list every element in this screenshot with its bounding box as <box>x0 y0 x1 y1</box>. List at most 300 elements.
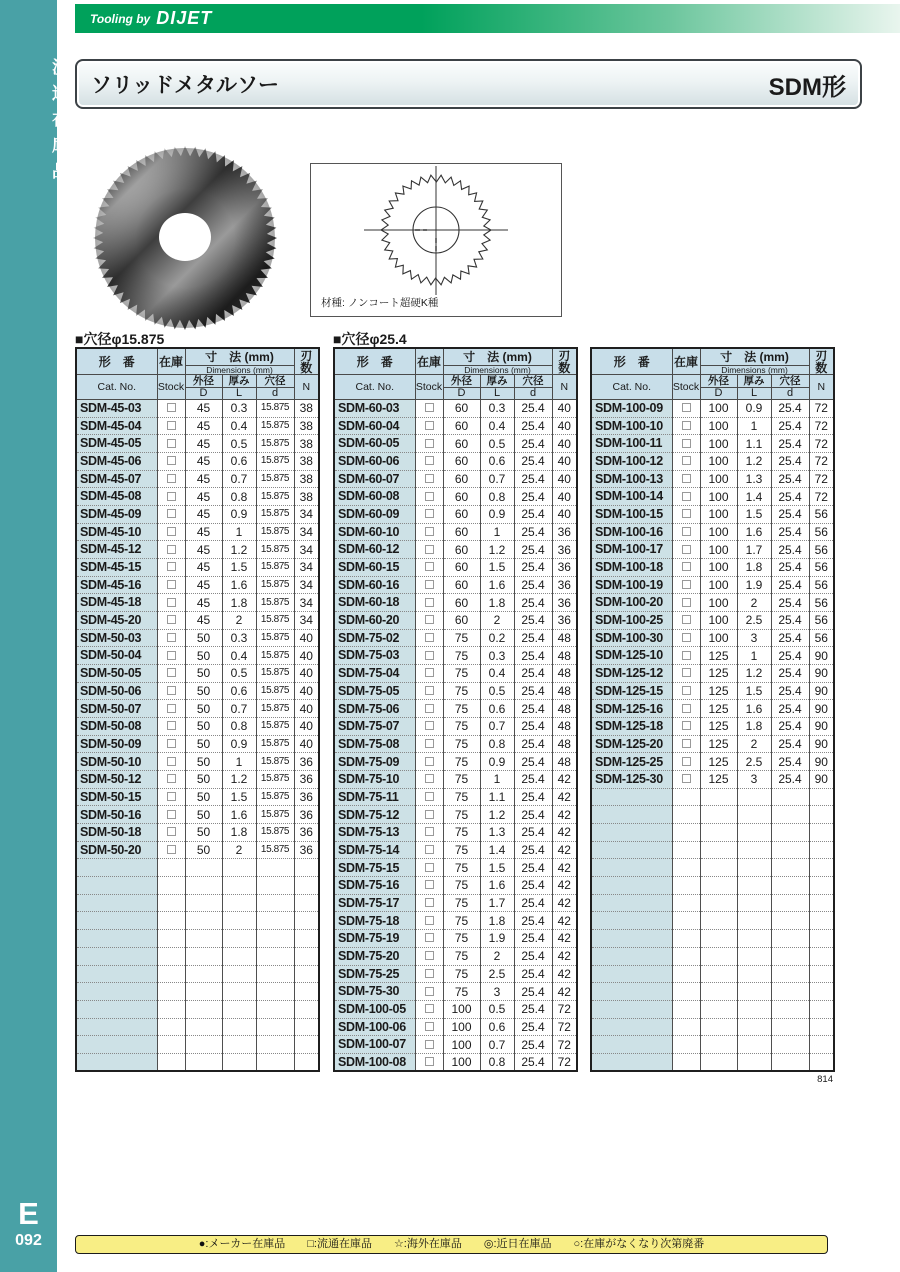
stock-cell <box>415 753 443 771</box>
hole-dia-cell: 25.4 <box>514 771 552 789</box>
stock-checkbox <box>425 456 434 465</box>
stock-cell <box>672 682 700 700</box>
cat-no-cell <box>591 947 672 965</box>
col-header-teeth-jp: 刃数 <box>552 348 577 375</box>
cat-no-cell: SDM-45-20 <box>76 612 157 630</box>
col-header-hole-en: d <box>256 388 294 400</box>
outer-dia-cell <box>185 930 222 948</box>
teeth-cell: 42 <box>552 806 577 824</box>
hole-dia-cell: 25.4 <box>771 629 809 647</box>
stock-checkbox <box>167 545 176 554</box>
teeth-cell: 90 <box>809 647 834 665</box>
outer-dia-cell <box>185 947 222 965</box>
stock-cell <box>157 806 185 824</box>
cat-no-cell: SDM-60-16 <box>334 576 415 594</box>
cat-no-cell: SDM-50-18 <box>76 824 157 842</box>
table-row <box>76 576 319 594</box>
cat-no-cell: SDM-50-03 <box>76 629 157 647</box>
thickness-cell: 1.3 <box>480 824 514 842</box>
thickness-cell: 0.6 <box>480 1018 514 1036</box>
thickness-cell <box>737 788 771 806</box>
cat-no-cell: SDM-75-03 <box>334 647 415 665</box>
table-row <box>591 1000 834 1018</box>
thickness-cell: 1.8 <box>480 594 514 612</box>
teeth-cell: 40 <box>294 718 319 736</box>
thickness-cell <box>737 877 771 895</box>
teeth-cell: 36 <box>552 559 577 577</box>
stock-cell <box>157 753 185 771</box>
hole-dia-cell: 15.875 <box>256 647 294 665</box>
table-row <box>334 682 577 700</box>
cat-no-cell: SDM-125-16 <box>591 700 672 718</box>
stock-checkbox <box>425 421 434 430</box>
stock-cell <box>415 965 443 983</box>
cat-no-cell: SDM-125-15 <box>591 682 672 700</box>
table-row <box>334 877 577 895</box>
hole-dia-cell: 25.4 <box>771 647 809 665</box>
stock-checkbox <box>425 651 434 660</box>
hole-dia-cell <box>771 894 809 912</box>
hole-dia-cell: 15.875 <box>256 488 294 506</box>
teeth-cell: 72 <box>552 1053 577 1071</box>
thickness-cell: 1.6 <box>480 877 514 895</box>
stock-checkbox <box>425 580 434 589</box>
table-row <box>334 665 577 683</box>
table-row <box>591 453 834 471</box>
table-row <box>591 594 834 612</box>
teeth-cell: 56 <box>809 523 834 541</box>
stock-checkbox <box>425 668 434 677</box>
table-row <box>591 735 834 753</box>
hole-dia-cell <box>771 965 809 983</box>
hole-dia-cell: 25.4 <box>514 700 552 718</box>
hole-dia-cell: 25.4 <box>771 488 809 506</box>
thickness-cell <box>222 930 256 948</box>
stock-cell <box>415 788 443 806</box>
cat-no-cell: SDM-50-10 <box>76 753 157 771</box>
outer-dia-cell: 100 <box>700 417 737 435</box>
thickness-cell: 1.6 <box>737 700 771 718</box>
cat-no-cell: SDM-100-20 <box>591 594 672 612</box>
stock-cell <box>672 859 700 877</box>
outer-dia-cell: 50 <box>185 841 222 859</box>
hole-dia-cell: 25.4 <box>514 506 552 524</box>
table-row <box>334 718 577 736</box>
stock-cell <box>157 523 185 541</box>
col-header-stock-jp: 在庫 <box>672 348 700 375</box>
hole-dia-cell: 15.875 <box>256 682 294 700</box>
cat-no-cell: SDM-45-16 <box>76 576 157 594</box>
outer-dia-cell <box>700 824 737 842</box>
outer-dia-cell: 50 <box>185 647 222 665</box>
outer-dia-cell: 45 <box>185 506 222 524</box>
teeth-cell: 72 <box>809 417 834 435</box>
outer-dia-cell: 100 <box>700 400 737 418</box>
thickness-cell: 0.7 <box>480 718 514 736</box>
thickness-cell: 1.2 <box>737 453 771 471</box>
cat-no-cell: SDM-60-07 <box>334 470 415 488</box>
col-header-dims-en: Dimensions (mm) <box>185 365 294 375</box>
cat-no-cell: SDM-125-30 <box>591 771 672 789</box>
cat-no-cell: SDM-75-16 <box>334 877 415 895</box>
teeth-cell: 56 <box>809 612 834 630</box>
thickness-cell: 0.4 <box>480 417 514 435</box>
outer-dia-cell <box>700 983 737 1001</box>
stock-checkbox <box>682 668 691 677</box>
table-row <box>334 594 577 612</box>
table-row <box>76 682 319 700</box>
cat-no-cell: SDM-75-11 <box>334 788 415 806</box>
stock-checkbox <box>425 598 434 607</box>
cat-no-cell: SDM-75-19 <box>334 930 415 948</box>
hole-dia-cell: 25.4 <box>514 735 552 753</box>
hole-dia-cell: 25.4 <box>514 824 552 842</box>
side-tab-label: 流通在庫品 <box>49 58 68 188</box>
thickness-cell: 1.1 <box>737 435 771 453</box>
outer-dia-cell: 60 <box>443 506 480 524</box>
stock-cell <box>415 841 443 859</box>
table-row <box>591 506 834 524</box>
stock-checkbox <box>425 863 434 872</box>
cat-no-cell <box>76 1036 157 1054</box>
col-header-hole-en: d <box>514 388 552 400</box>
thickness-cell: 0.7 <box>480 470 514 488</box>
hole-dia-cell: 25.4 <box>514 1036 552 1054</box>
thickness-cell <box>737 947 771 965</box>
cat-no-cell: SDM-45-12 <box>76 541 157 559</box>
stock-cell <box>157 718 185 736</box>
thickness-cell: 2 <box>222 841 256 859</box>
table-row <box>591 912 834 930</box>
table-row <box>334 859 577 877</box>
cat-no-cell: SDM-60-06 <box>334 453 415 471</box>
hole-dia-cell <box>256 947 294 965</box>
table-row <box>76 788 319 806</box>
brand-bar <box>75 4 900 33</box>
stock-checkbox <box>682 651 691 660</box>
cat-no-cell: SDM-45-07 <box>76 470 157 488</box>
hole-dia-cell: 25.4 <box>771 682 809 700</box>
teeth-cell: 40 <box>552 488 577 506</box>
cat-no-cell: SDM-75-06 <box>334 700 415 718</box>
hole-dia-cell: 25.4 <box>771 576 809 594</box>
table-row <box>591 947 834 965</box>
hole-dia-cell: 15.875 <box>256 700 294 718</box>
teeth-cell <box>294 1036 319 1054</box>
outer-dia-cell <box>700 1000 737 1018</box>
thickness-cell: 0.8 <box>222 718 256 736</box>
stock-cell <box>672 788 700 806</box>
outer-dia-cell: 50 <box>185 806 222 824</box>
outer-dia-cell: 100 <box>700 488 737 506</box>
teeth-cell: 72 <box>809 400 834 418</box>
cat-no-cell: SDM-60-04 <box>334 417 415 435</box>
table-row <box>76 506 319 524</box>
stock-checkbox <box>167 739 176 748</box>
brand-logo: DIJET <box>156 8 213 28</box>
stock-cell <box>672 594 700 612</box>
teeth-cell: 48 <box>552 700 577 718</box>
teeth-cell: 90 <box>809 753 834 771</box>
hole-dia-cell <box>771 983 809 1001</box>
cat-no-cell: SDM-100-06 <box>334 1018 415 1036</box>
thickness-cell: 1.2 <box>737 665 771 683</box>
stock-cell <box>672 506 700 524</box>
cat-no-cell: SDM-75-05 <box>334 682 415 700</box>
hole-dia-cell <box>256 965 294 983</box>
teeth-cell <box>294 1018 319 1036</box>
thickness-cell: 1.2 <box>222 771 256 789</box>
stock-checkbox <box>167 792 176 801</box>
stock-checkbox <box>167 456 176 465</box>
thickness-cell: 1.9 <box>737 576 771 594</box>
hole-dia-cell: 15.875 <box>256 806 294 824</box>
col-header-hole-en: d <box>771 388 809 400</box>
stock-checkbox <box>167 598 176 607</box>
thickness-cell <box>737 806 771 824</box>
thickness-cell: 1.7 <box>480 894 514 912</box>
thickness-cell: 0.5 <box>480 435 514 453</box>
product-table-3 <box>590 347 835 1072</box>
stock-checkbox <box>167 651 176 660</box>
stock-checkbox <box>425 1040 434 1049</box>
outer-dia-cell: 50 <box>185 700 222 718</box>
hole-dia-cell: 25.4 <box>514 453 552 471</box>
thickness-cell: 0.4 <box>222 647 256 665</box>
stock-cell <box>415 453 443 471</box>
stock-checkbox <box>682 439 691 448</box>
outer-dia-cell <box>700 1036 737 1054</box>
hole-dia-cell: 15.875 <box>256 718 294 736</box>
thickness-cell: 2.5 <box>480 965 514 983</box>
stock-checkbox <box>425 810 434 819</box>
stock-checkbox <box>425 615 434 624</box>
teeth-cell: 34 <box>294 541 319 559</box>
col-header-dims-jp: 寸 法 (mm) <box>443 348 552 365</box>
teeth-cell <box>294 983 319 1001</box>
thickness-cell: 1.6 <box>480 576 514 594</box>
stock-cell <box>672 912 700 930</box>
cat-no-cell: SDM-100-15 <box>591 506 672 524</box>
thickness-cell: 1.6 <box>222 806 256 824</box>
outer-dia-cell: 50 <box>185 682 222 700</box>
outer-dia-cell: 100 <box>700 435 737 453</box>
stock-cell <box>415 417 443 435</box>
hole-dia-cell: 15.875 <box>256 753 294 771</box>
cat-no-cell: SDM-45-05 <box>76 435 157 453</box>
outer-dia-cell: 75 <box>443 682 480 700</box>
cat-no-cell: SDM-125-10 <box>591 647 672 665</box>
stock-checkbox <box>682 704 691 713</box>
cat-no-cell: SDM-100-05 <box>334 1000 415 1018</box>
teeth-cell <box>294 1000 319 1018</box>
thickness-cell <box>222 1053 256 1071</box>
stock-checkbox <box>682 474 691 483</box>
cat-no-cell: SDM-75-13 <box>334 824 415 842</box>
thickness-cell: 2 <box>737 594 771 612</box>
table-row <box>334 824 577 842</box>
teeth-cell: 48 <box>552 753 577 771</box>
stock-checkbox <box>425 1057 434 1066</box>
outer-dia-cell: 60 <box>443 594 480 612</box>
stock-checkbox <box>167 668 176 677</box>
stock-checkbox <box>167 527 176 536</box>
table-row <box>334 612 577 630</box>
thickness-cell <box>222 1000 256 1018</box>
outer-dia-cell <box>700 930 737 948</box>
table-row <box>334 965 577 983</box>
stock-checkbox <box>682 615 691 624</box>
teeth-cell <box>809 1036 834 1054</box>
thickness-cell: 1 <box>737 417 771 435</box>
stock-cell <box>415 894 443 912</box>
table-row <box>334 1000 577 1018</box>
stock-cell <box>415 682 443 700</box>
teeth-cell: 36 <box>294 841 319 859</box>
cat-no-cell: SDM-75-12 <box>334 806 415 824</box>
hole-dia-cell: 25.4 <box>514 841 552 859</box>
cat-no-cell: SDM-50-04 <box>76 647 157 665</box>
table-row <box>76 947 319 965</box>
table-row <box>76 859 319 877</box>
teeth-cell <box>809 983 834 1001</box>
stock-checkbox <box>425 987 434 996</box>
cat-no-cell: SDM-75-08 <box>334 735 415 753</box>
stock-cell <box>157 665 185 683</box>
thickness-cell <box>222 877 256 895</box>
outer-dia-cell: 50 <box>185 665 222 683</box>
table-row <box>591 718 834 736</box>
teeth-cell: 42 <box>552 824 577 842</box>
stock-checkbox <box>167 686 176 695</box>
hole-dia-cell <box>771 788 809 806</box>
teeth-cell: 36 <box>294 788 319 806</box>
stock-cell <box>415 912 443 930</box>
thickness-cell: 0.7 <box>480 1036 514 1054</box>
thickness-cell: 0.9 <box>222 506 256 524</box>
thickness-cell: 3 <box>737 629 771 647</box>
cat-no-cell: SDM-100-08 <box>334 1053 415 1071</box>
cat-no-cell <box>591 1053 672 1071</box>
teeth-cell: 42 <box>552 877 577 895</box>
table-row <box>591 1036 834 1054</box>
teeth-cell: 34 <box>294 576 319 594</box>
stock-checkbox <box>167 474 176 483</box>
model-code: SDM形 <box>768 73 846 101</box>
material-note: 材種: ノンコート超硬K種 <box>321 297 439 309</box>
stock-checkbox <box>167 810 176 819</box>
col-header-dims-en: Dimensions (mm) <box>700 365 809 375</box>
table-row <box>591 1053 834 1071</box>
stock-checkbox <box>425 757 434 766</box>
teeth-cell: 40 <box>552 417 577 435</box>
page-title: ソリッドメタルソー <box>91 74 279 97</box>
outer-dia-cell: 100 <box>700 523 737 541</box>
teeth-cell: 48 <box>552 647 577 665</box>
stock-cell <box>672 824 700 842</box>
thickness-cell: 0.9 <box>480 753 514 771</box>
outer-dia-cell <box>700 1018 737 1036</box>
cat-no-cell: SDM-60-12 <box>334 541 415 559</box>
thickness-cell: 0.5 <box>222 435 256 453</box>
teeth-cell: 42 <box>552 788 577 806</box>
stock-checkbox <box>682 580 691 589</box>
cat-no-cell: SDM-50-16 <box>76 806 157 824</box>
stock-checkbox <box>425 545 434 554</box>
stock-cell <box>672 612 700 630</box>
hole-dia-cell <box>771 1053 809 1071</box>
stock-cell <box>672 523 700 541</box>
stock-checkbox <box>682 686 691 695</box>
table-row <box>76 541 319 559</box>
teeth-cell <box>809 824 834 842</box>
teeth-cell: 36 <box>294 824 319 842</box>
table-row <box>591 824 834 842</box>
stock-cell <box>157 735 185 753</box>
thickness-cell: 1.8 <box>222 594 256 612</box>
outer-dia-cell: 50 <box>185 629 222 647</box>
thickness-cell <box>737 1018 771 1036</box>
table-row <box>334 1053 577 1071</box>
stock-cell <box>157 576 185 594</box>
hole-dia-cell: 25.4 <box>514 1000 552 1018</box>
cat-no-cell: SDM-100-25 <box>591 612 672 630</box>
stock-checkbox <box>425 562 434 571</box>
hole-dia-cell: 15.875 <box>256 541 294 559</box>
hole-dia-cell: 25.4 <box>514 629 552 647</box>
table-row <box>591 841 834 859</box>
hole-dia-cell: 25.4 <box>514 682 552 700</box>
cat-no-cell <box>591 894 672 912</box>
thickness-cell: 1 <box>222 523 256 541</box>
teeth-cell: 56 <box>809 541 834 559</box>
catalog-ref-number: 814 <box>817 1074 833 1085</box>
cat-no-cell: SDM-50-07 <box>76 700 157 718</box>
cat-no-cell <box>591 841 672 859</box>
teeth-cell: 40 <box>294 700 319 718</box>
stock-checkbox <box>425 792 434 801</box>
thickness-cell: 1.9 <box>480 930 514 948</box>
teeth-cell: 48 <box>552 718 577 736</box>
stock-cell <box>157 841 185 859</box>
teeth-cell: 42 <box>552 859 577 877</box>
outer-dia-cell: 125 <box>700 665 737 683</box>
outer-dia-cell: 100 <box>700 629 737 647</box>
cat-no-cell: SDM-75-04 <box>334 665 415 683</box>
outer-dia-cell: 50 <box>185 718 222 736</box>
outer-dia-cell: 45 <box>185 523 222 541</box>
hole-dia-cell: 15.875 <box>256 470 294 488</box>
stock-checkbox <box>167 439 176 448</box>
hole-dia-cell: 15.875 <box>256 735 294 753</box>
thickness-cell: 1.6 <box>737 523 771 541</box>
stock-cell <box>415 470 443 488</box>
thickness-cell: 2.5 <box>737 612 771 630</box>
table-row <box>76 930 319 948</box>
stock-cell <box>415 612 443 630</box>
teeth-cell <box>809 841 834 859</box>
cat-no-cell: SDM-100-12 <box>591 453 672 471</box>
hole-dia-cell: 25.4 <box>514 983 552 1001</box>
table-row <box>334 523 577 541</box>
thickness-cell <box>222 965 256 983</box>
stock-checkbox <box>682 562 691 571</box>
stock-cell <box>157 682 185 700</box>
outer-dia-cell: 100 <box>443 1018 480 1036</box>
outer-dia-cell: 75 <box>443 718 480 736</box>
table-row <box>591 400 834 418</box>
teeth-cell: 56 <box>809 559 834 577</box>
